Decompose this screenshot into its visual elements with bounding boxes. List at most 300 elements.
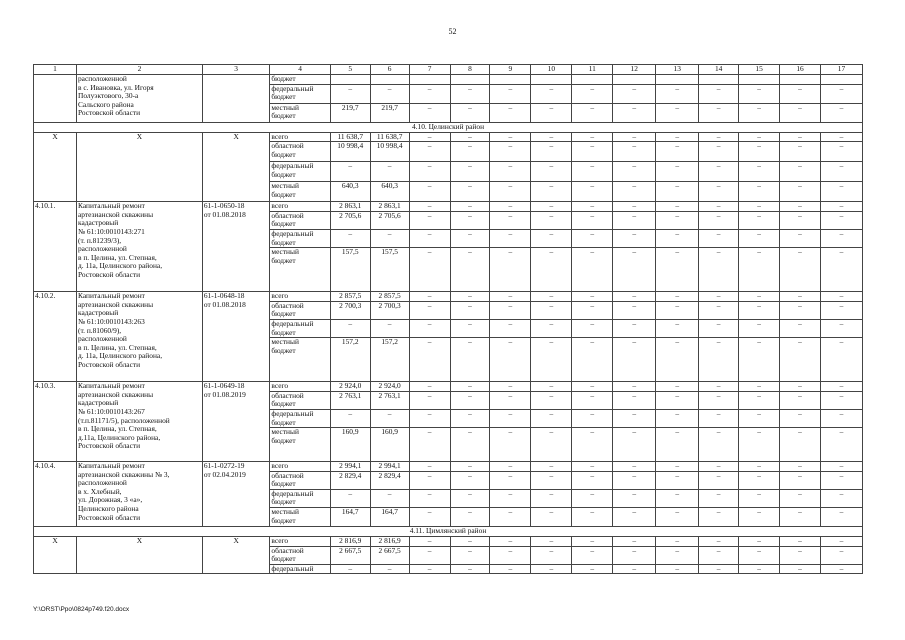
carry-col11: –: [572, 84, 613, 103]
item-number: 4.10.4.: [34, 462, 77, 527]
item-1-col5: 2 705,6: [330, 211, 370, 229]
item-3-source: областной бюджет: [270, 391, 330, 409]
tsimlyansky-total-x-doc: X: [202, 537, 270, 574]
item-3-col5: 160,9: [330, 428, 370, 462]
item-2-col5: 2 700,3: [330, 301, 370, 319]
tselinsky-total-col5: 10 998,4: [330, 142, 370, 162]
item-row: [34, 292, 863, 302]
item-object-name: Капитальный ремонт артезианской скважины № 3, расположенной в х. Хлебный, ул. Дорожная, 3 «а», Целинского района Ростовской области: [76, 462, 202, 527]
item-2-col17: –: [820, 319, 862, 337]
tselinsky-total-col14: –: [699, 132, 739, 142]
column-header-9: 9: [490, 65, 531, 75]
item-2-col17: –: [820, 292, 862, 302]
item-4-col14: –: [699, 471, 739, 489]
tselinsky-total-col16: –: [780, 162, 821, 182]
item-3-col14: –: [699, 382, 739, 392]
tsimlyansky-total-col16: –: [780, 537, 821, 547]
item-3-col10: –: [531, 391, 572, 409]
item-3-col7: –: [409, 409, 450, 427]
item-3-col15: –: [739, 382, 780, 392]
item-2-col10: –: [531, 338, 572, 382]
item-2-col13: –: [656, 301, 699, 319]
item-4-col12: –: [613, 489, 656, 507]
item-1-col16: –: [780, 229, 821, 247]
item-2-col9: –: [490, 319, 531, 337]
item-4-col10: –: [531, 462, 572, 472]
tselinsky-total-source: областной бюджет: [270, 142, 330, 162]
item-1-col10: –: [531, 202, 572, 212]
item-2-col6: 2 857,5: [370, 292, 409, 302]
item-2-col13: –: [656, 292, 699, 302]
item-3-col16: –: [780, 382, 821, 392]
item-2-col14: –: [699, 301, 739, 319]
carry-col17: –: [820, 84, 862, 103]
tselinsky-total-col6: 11 638,7: [370, 132, 409, 142]
item-3-col8: –: [450, 409, 490, 427]
tsimlyansky-total-col7: –: [409, 546, 450, 564]
item-3-col8: –: [450, 428, 490, 462]
item-1-col13: –: [656, 211, 699, 229]
carry-col6: 219,7: [370, 103, 409, 122]
item-3-col14: –: [699, 409, 739, 427]
tselinsky-total-col6: –: [370, 162, 409, 182]
item-1-col7: –: [409, 202, 450, 212]
item-4-col16: –: [780, 508, 821, 527]
tselinsky-total-col9: –: [490, 142, 531, 162]
item-2-col14: –: [699, 338, 739, 382]
carry-col12: –: [613, 103, 656, 122]
tselinsky-total-col9: –: [490, 162, 531, 182]
tsimlyansky-total-col9: –: [490, 537, 531, 547]
item-3-col16: –: [780, 409, 821, 427]
item-2-col12: –: [613, 301, 656, 319]
tselinsky-total-col7: –: [409, 132, 450, 142]
item-1-col11: –: [572, 202, 613, 212]
tselinsky-total-col15: –: [739, 132, 780, 142]
item-3-col8: –: [450, 391, 490, 409]
item-2-col10: –: [531, 301, 572, 319]
column-header-12: 12: [613, 65, 656, 75]
item-2-col17: –: [820, 338, 862, 382]
tselinsky-total-row: [34, 132, 863, 142]
item-3-col6: 2 763,1: [370, 391, 409, 409]
item-1-col17: –: [820, 229, 862, 247]
tsimlyansky-total-col17: –: [820, 546, 862, 564]
item-4-col5: 2 829,4: [330, 471, 370, 489]
carry-col17: [820, 75, 862, 85]
item-2-col15: –: [739, 319, 780, 337]
tsimlyansky-total-col12: –: [613, 546, 656, 564]
tselinsky-total-col12: –: [613, 142, 656, 162]
tsimlyansky-total-col9: –: [490, 546, 531, 564]
tselinsky-total-col10: –: [531, 132, 572, 142]
tsimlyansky-total-col8: –: [450, 537, 490, 547]
item-2-col8: –: [450, 301, 490, 319]
item-2-source: федеральный бюджет: [270, 319, 330, 337]
carry-col11: –: [572, 103, 613, 122]
item-4-col7: –: [409, 508, 450, 527]
item-1-col17: –: [820, 248, 862, 292]
column-number-row: [34, 65, 863, 75]
item-3-col15: –: [739, 409, 780, 427]
item-1-col7: –: [409, 211, 450, 229]
item-2-col13: –: [656, 338, 699, 382]
tselinsky-total-col5: 640,3: [330, 182, 370, 202]
item-4-col14: –: [699, 508, 739, 527]
item-3-col8: –: [450, 382, 490, 392]
tsimlyansky-total-col5: –: [330, 564, 370, 574]
tselinsky-total-col16: –: [780, 132, 821, 142]
page-number: 52: [448, 27, 457, 36]
item-3-col12: –: [613, 391, 656, 409]
item-3-col17: –: [820, 428, 862, 462]
column-header-5: 5: [330, 65, 370, 75]
item-4-col6: –: [370, 489, 409, 507]
item-2-source: местный бюджет: [270, 338, 330, 382]
item-4-col5: 164,7: [330, 508, 370, 527]
item-3-col7: –: [409, 428, 450, 462]
tselinsky-total-col15: –: [739, 162, 780, 182]
carry-row: [34, 75, 863, 85]
carry-col16: [780, 75, 821, 85]
item-2-col12: –: [613, 319, 656, 337]
carry-col16: –: [780, 84, 821, 103]
item-1-col12: –: [613, 211, 656, 229]
item-3-col14: –: [699, 391, 739, 409]
item-2-col14: –: [699, 292, 739, 302]
item-1-col12: –: [613, 248, 656, 292]
item-3-col17: –: [820, 382, 862, 392]
tselinsky-total-source: всего: [270, 132, 330, 142]
item-document: 61-1-0650-18 от 01.08.2018: [202, 202, 270, 292]
tselinsky-total-col8: –: [450, 162, 490, 182]
tsimlyansky-total-col17: –: [820, 564, 862, 574]
item-1-col9: –: [490, 248, 531, 292]
tselinsky-total-col17: –: [820, 132, 862, 142]
column-header-3: 3: [202, 65, 270, 75]
carry-col15: –: [739, 103, 780, 122]
tsimlyansky-total-col10: –: [531, 546, 572, 564]
tselinsky-total-col15: –: [739, 182, 780, 202]
item-3-col13: –: [656, 391, 699, 409]
item-3-col10: –: [531, 382, 572, 392]
item-3-col9: –: [490, 409, 531, 427]
item-1-col16: –: [780, 211, 821, 229]
item-4-col7: –: [409, 462, 450, 472]
item-3-col10: –: [531, 428, 572, 462]
tselinsky-total-col11: –: [572, 182, 613, 202]
item-1-col6: 2 863,1: [370, 202, 409, 212]
item-1-col13: –: [656, 229, 699, 247]
item-1-col9: –: [490, 229, 531, 247]
item-4-col16: –: [780, 489, 821, 507]
item-4-col10: –: [531, 471, 572, 489]
file-path-footer: Y:\ORST\Ppo\0824p749.f20.docx: [33, 606, 130, 613]
item-1-col8: –: [450, 229, 490, 247]
item-1-col7: –: [409, 229, 450, 247]
item-4-col11: –: [572, 489, 613, 507]
tselinsky-total-x-name: X: [76, 132, 202, 202]
item-2-col11: –: [572, 292, 613, 302]
item-4-col9: –: [490, 489, 531, 507]
item-3-col9: –: [490, 428, 531, 462]
item-3-col5: 2 924,0: [330, 382, 370, 392]
carry-col9: –: [490, 103, 531, 122]
tselinsky-total-col14: –: [699, 162, 739, 182]
column-header-14: 14: [699, 65, 739, 75]
carry-col5: [330, 75, 370, 85]
item-2-col7: –: [409, 301, 450, 319]
tsimlyansky-total-col7: –: [409, 564, 450, 574]
item-4-col15: –: [739, 489, 780, 507]
tselinsky-total-col8: –: [450, 182, 490, 202]
tsimlyansky-total-col10: –: [531, 564, 572, 574]
item-2-col14: –: [699, 319, 739, 337]
item-number: 4.10.2.: [34, 292, 77, 382]
tselinsky-total-col5: 11 638,7: [330, 132, 370, 142]
item-1-col16: –: [780, 202, 821, 212]
item-1-col15: –: [739, 211, 780, 229]
item-1-col5: 2 863,1: [330, 202, 370, 212]
tselinsky-total-col15: –: [739, 142, 780, 162]
item-4-col14: –: [699, 462, 739, 472]
item-3-col9: –: [490, 391, 531, 409]
item-1-col17: –: [820, 211, 862, 229]
item-1-col15: –: [739, 202, 780, 212]
tselinsky-total-col13: –: [656, 182, 699, 202]
tsimlyansky-total-col15: –: [739, 564, 780, 574]
column-header-8: 8: [450, 65, 490, 75]
item-document: 61-1-0272-19 от 02.04.2019: [202, 462, 270, 527]
carry-col11: [572, 75, 613, 85]
item-4-col13: –: [656, 489, 699, 507]
item-2-source: всего: [270, 292, 330, 302]
item-4-col8: –: [450, 489, 490, 507]
item-4-col14: –: [699, 489, 739, 507]
item-2-col9: –: [490, 338, 531, 382]
item-4-col7: –: [409, 489, 450, 507]
tselinsky-total-col13: –: [656, 162, 699, 182]
item-4-col8: –: [450, 462, 490, 472]
tselinsky-total-col12: –: [613, 132, 656, 142]
column-header-2: 2: [76, 65, 202, 75]
item-1-col13: –: [656, 248, 699, 292]
tsimlyansky-total-x-num: X: [34, 537, 77, 574]
item-4-col13: –: [656, 508, 699, 527]
item-2-col16: –: [780, 338, 821, 382]
item-row: [34, 382, 863, 392]
item-2-col17: –: [820, 301, 862, 319]
item-2-col16: –: [780, 292, 821, 302]
column-header-15: 15: [739, 65, 780, 75]
item-3-col15: –: [739, 428, 780, 462]
item-object-name: Капитальный ремонт артезианской скважины кадастровый № 61:10:0010143:267 (т.п.81171/5), расположенной в п. Целина, ул. Степная, д.11а, Целинского района, Ростовской области: [76, 382, 202, 462]
carry-col10: –: [531, 103, 572, 122]
carry-col6: [370, 75, 409, 85]
item-1-col11: –: [572, 248, 613, 292]
item-3-source: местный бюджет: [270, 428, 330, 462]
item-4-col5: –: [330, 489, 370, 507]
item-1-col10: –: [531, 229, 572, 247]
tselinsky-total-col7: –: [409, 142, 450, 162]
item-1-col14: –: [699, 211, 739, 229]
column-header-4: 4: [270, 65, 330, 75]
tselinsky-total-col14: –: [699, 142, 739, 162]
item-1-source: местный бюджет: [270, 248, 330, 292]
tselinsky-total-col12: –: [613, 162, 656, 182]
item-1-source: областной бюджет: [270, 211, 330, 229]
item-1-col10: –: [531, 248, 572, 292]
item-4-col15: –: [739, 508, 780, 527]
item-row: [34, 202, 863, 212]
item-3-col15: –: [739, 391, 780, 409]
item-1-col9: –: [490, 211, 531, 229]
item-1-col11: –: [572, 229, 613, 247]
tselinsky-total-col10: –: [531, 142, 572, 162]
tsimlyansky-total-col11: –: [572, 546, 613, 564]
item-4-col17: –: [820, 489, 862, 507]
carry-col5: –: [330, 84, 370, 103]
carry-col15: –: [739, 84, 780, 103]
item-3-col12: –: [613, 382, 656, 392]
item-object-name: Капитальный ремонт артезианской скважины кадастровый № 61:10:0010143:271 (т. п.81239/3), расположенной в п. Целина, ул. Степная, д. 11а, Целинского района, Ростовской области: [76, 202, 202, 292]
item-3-col11: –: [572, 382, 613, 392]
carry-col7: –: [409, 84, 450, 103]
carry-col14: –: [699, 103, 739, 122]
item-2-col6: –: [370, 319, 409, 337]
item-2-col7: –: [409, 338, 450, 382]
column-header-17: 17: [820, 65, 862, 75]
item-1-col8: –: [450, 211, 490, 229]
tselinsky-total-col13: –: [656, 132, 699, 142]
item-4-col13: –: [656, 471, 699, 489]
item-2-col11: –: [572, 319, 613, 337]
carry-col14: [699, 75, 739, 85]
item-2-col12: –: [613, 292, 656, 302]
item-4-source: местный бюджет: [270, 508, 330, 527]
tselinsky-total-col5: –: [330, 162, 370, 182]
item-2-col8: –: [450, 292, 490, 302]
tselinsky-total-col13: –: [656, 142, 699, 162]
tselinsky-total-source: федеральный бюджет: [270, 162, 330, 182]
tsimlyansky-total-col7: –: [409, 537, 450, 547]
item-3-col13: –: [656, 428, 699, 462]
column-header-1: 1: [34, 65, 77, 75]
carry-source: федеральный бюджет: [270, 84, 330, 103]
item-2-col11: –: [572, 301, 613, 319]
item-4-col8: –: [450, 471, 490, 489]
carry-col5: 219,7: [330, 103, 370, 122]
carry-col10: –: [531, 84, 572, 103]
item-2-col7: –: [409, 292, 450, 302]
column-header-16: 16: [780, 65, 821, 75]
item-row: [34, 462, 863, 472]
item-object-name: Капитальный ремонт артезианской скважины кадастровый № 61:10:0010143:263 (т. п.81060/9), расположенной в п. Целина, ул. Степная, д. 11а, Целинского района, Ростовской области: [76, 292, 202, 382]
carry-object-name: расположенной в с. Ивановка, ул. Игоря Полуэктового, 30-а Сальского района Ростовской области: [76, 75, 202, 123]
tsimlyansky-total-col17: –: [820, 537, 862, 547]
carry-col7: –: [409, 103, 450, 122]
item-1-col6: –: [370, 229, 409, 247]
tsimlyansky-total-col13: –: [656, 546, 699, 564]
item-1-col9: –: [490, 202, 531, 212]
item-4-source: всего: [270, 462, 330, 472]
item-2-col16: –: [780, 319, 821, 337]
item-4-col5: 2 994,1: [330, 462, 370, 472]
tsimlyansky-total-col6: –: [370, 564, 409, 574]
tsimlyansky-total-col5: 2 816,9: [330, 537, 370, 547]
tsimlyansky-total-col10: –: [531, 537, 572, 547]
tselinsky-total-col17: –: [820, 182, 862, 202]
carry-col13: –: [656, 84, 699, 103]
item-3-col11: –: [572, 391, 613, 409]
tsimlyansky-total-col16: –: [780, 564, 821, 574]
item-1-col11: –: [572, 211, 613, 229]
carry-col12: –: [613, 84, 656, 103]
tselinsky-total-col14: –: [699, 182, 739, 202]
carry-col9: [490, 75, 531, 85]
item-1-col14: –: [699, 229, 739, 247]
item-3-col6: 2 924,0: [370, 382, 409, 392]
item-1-col8: –: [450, 248, 490, 292]
item-4-col15: –: [739, 471, 780, 489]
item-1-col6: 2 705,6: [370, 211, 409, 229]
budget-table: [33, 64, 863, 574]
item-3-col12: –: [613, 409, 656, 427]
item-4-col12: –: [613, 508, 656, 527]
item-2-col5: 2 857,5: [330, 292, 370, 302]
carry-col17: –: [820, 103, 862, 122]
column-header-13: 13: [656, 65, 699, 75]
column-header-10: 10: [531, 65, 572, 75]
item-3-col12: –: [613, 428, 656, 462]
item-number: 4.10.3.: [34, 382, 77, 462]
item-3-col13: –: [656, 382, 699, 392]
carry-col16: –: [780, 103, 821, 122]
carry-col6: –: [370, 84, 409, 103]
tsimlyansky-total-col5: 2 667,5: [330, 546, 370, 564]
tselinsky-total-col7: –: [409, 182, 450, 202]
tselinsky-total-col6: 640,3: [370, 182, 409, 202]
carry-col9: –: [490, 84, 531, 103]
item-1-col8: –: [450, 202, 490, 212]
tselinsky-total-col6: 10 998,4: [370, 142, 409, 162]
tsimlyansky-total-source: федеральный: [270, 564, 330, 574]
item-2-col8: –: [450, 338, 490, 382]
tselinsky-total-col7: –: [409, 162, 450, 182]
item-4-col7: –: [409, 471, 450, 489]
tselinsky-total-source: местный бюджет: [270, 182, 330, 202]
item-2-col7: –: [409, 319, 450, 337]
tselinsky-total-col9: –: [490, 182, 531, 202]
item-4-col9: –: [490, 508, 531, 527]
item-4-col11: –: [572, 462, 613, 472]
tsimlyansky-total-col15: –: [739, 546, 780, 564]
item-3-col5: –: [330, 409, 370, 427]
item-2-col13: –: [656, 319, 699, 337]
tselinsky-total-col8: –: [450, 132, 490, 142]
item-1-col5: –: [330, 229, 370, 247]
item-4-col6: 164,7: [370, 508, 409, 527]
tselinsky-total-col9: –: [490, 132, 531, 142]
item-3-col5: 2 763,1: [330, 391, 370, 409]
item-3-col11: –: [572, 428, 613, 462]
tsimlyansky-total-col14: –: [699, 537, 739, 547]
tsimlyansky-total-col12: –: [613, 537, 656, 547]
item-1-col13: –: [656, 202, 699, 212]
item-3-col7: –: [409, 391, 450, 409]
item-1-col10: –: [531, 211, 572, 229]
item-document: 61-1-0649-18 от 01.08.2019: [202, 382, 270, 462]
